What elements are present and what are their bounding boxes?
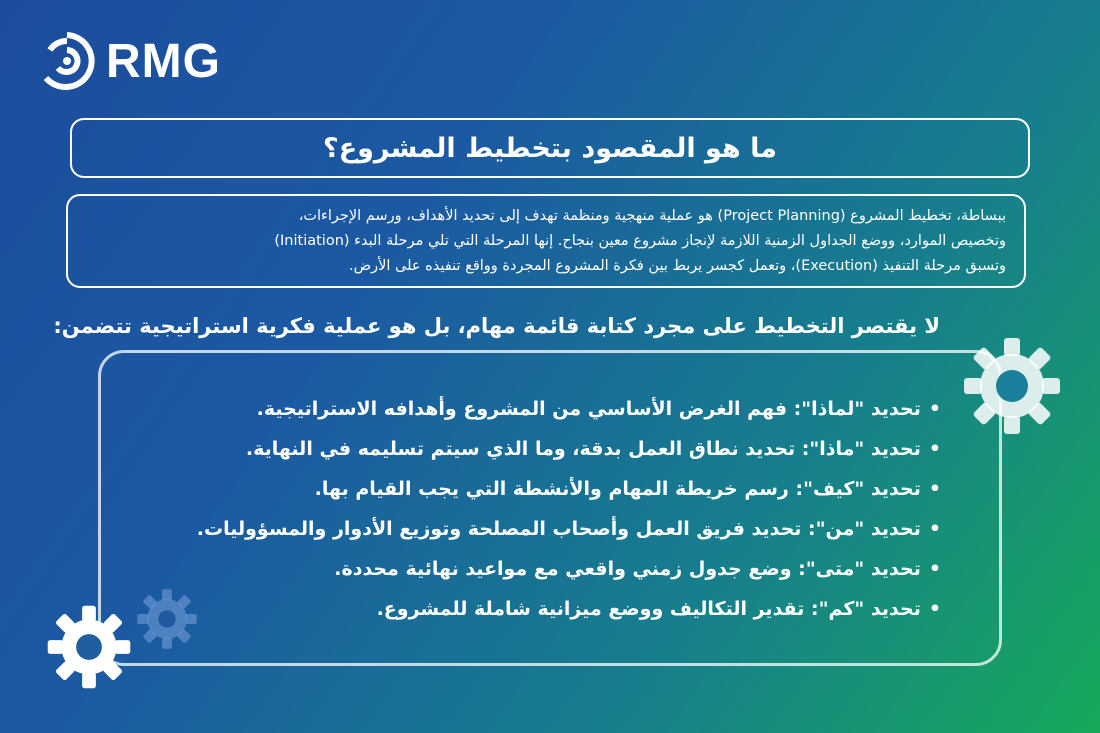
list-item-text: تحديد "متى": وضع جدول زمني واقعي مع مواعيد نهائية محددة. (334, 558, 921, 580)
list-item (101, 509, 941, 549)
lead-heading: لا يقتصر التخطيط على مجرد كتابة قائمة مهام، بل هو عملية فكرية استراتيجية تتضمن: (53, 314, 940, 338)
list-item-text: تحديد "لماذا": فهم الغرض الأساسي من المشروع وأهدافه الاستراتيجية. (256, 398, 921, 420)
list-item (101, 469, 941, 509)
bullet: • (928, 478, 941, 500)
gear-icon (136, 588, 198, 650)
rmg-logo (36, 30, 221, 92)
intro-line: ببساطة، تخطيط المشروع (Project Planning) هو عملية منهجية ومنظمة تهدف إلى تحديد الأهداف، ورسم الإجراءات، (298, 208, 1006, 224)
bullet: • (928, 558, 941, 580)
bullet: • (928, 398, 941, 420)
questions-list (98, 350, 1002, 666)
intro-line: وتسبق مرحلة التنفيذ (Execution)، وتعمل كجسر يربط بين فكرة المشروع المجردة وواقع تنفيذه على الأرض. (348, 258, 1006, 274)
intro-paragraph (66, 194, 1026, 288)
bullet: • (928, 438, 941, 460)
list-item (101, 549, 941, 589)
logo-swirl-icon (36, 30, 98, 92)
gear-icon (962, 336, 1062, 436)
list-item (101, 589, 941, 629)
page-title: ما هو المقصود بتخطيط المشروع؟ (70, 118, 1030, 178)
list-item (101, 389, 941, 429)
logo-text: RMG (106, 34, 221, 88)
bullet: • (928, 598, 941, 620)
list-item-text: تحديد "ماذا": تحديد نطاق العمل بدقة، وما الذي سيتم تسليمه في النهاية. (245, 438, 921, 460)
list-item-text: تحديد "كيف": رسم خريطة المهام والأنشطة التي يجب القيام بها. (314, 478, 921, 500)
bullet: • (928, 518, 941, 540)
list-item-text: تحديد "من": تحديد فريق العمل وأصحاب المصلحة وتوزيع الأدوار والمسؤوليات. (196, 518, 921, 540)
gear-icon (46, 604, 132, 690)
intro-line: وتخصيص الموارد، ووضع الجداول الزمنية اللازمة لإنجاز مشروع معين بنجاح. إنها المرحلة التي تلي مرحلة البدء (Initiation) (274, 233, 1006, 249)
list-item-text: تحديد "كم": تقدير التكاليف ووضع ميزانية شاملة للمشروع. (376, 598, 921, 620)
list-item (101, 429, 941, 469)
